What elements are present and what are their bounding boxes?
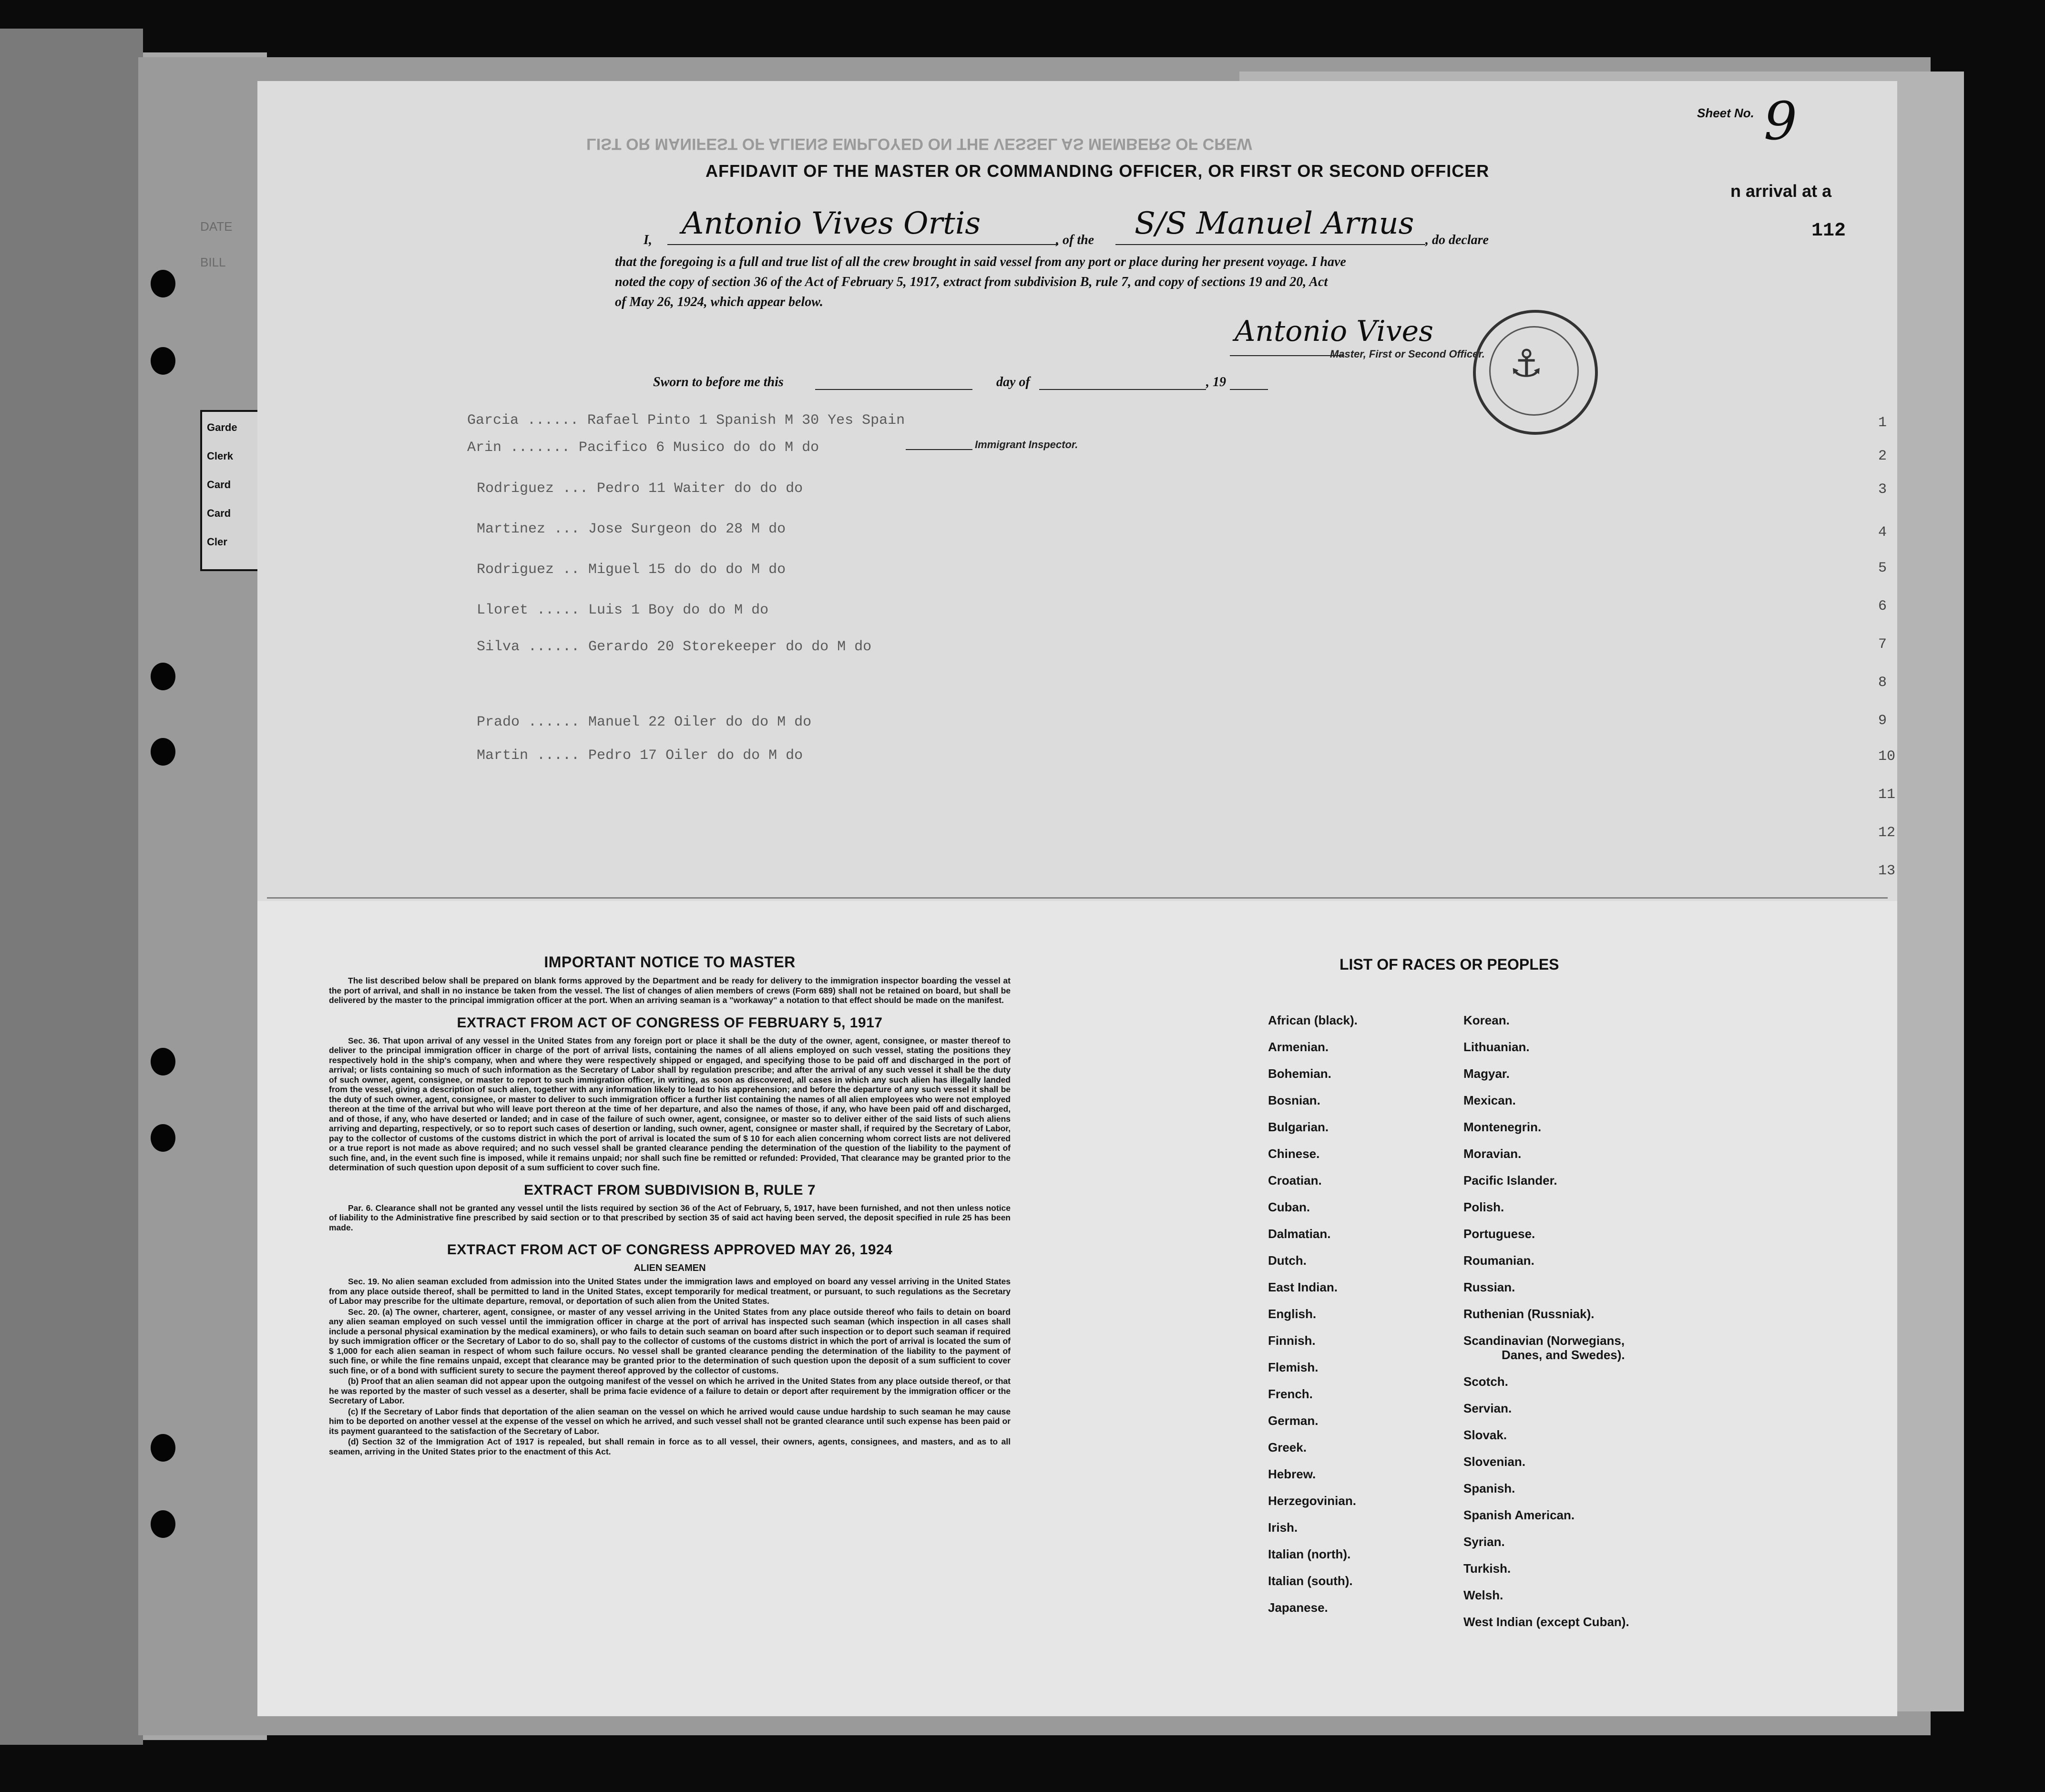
race-item: West Indian (except Cuban).: [1463, 1615, 1629, 1629]
race-item: Moravian.: [1463, 1147, 1522, 1161]
row-number: 4: [1878, 524, 1887, 541]
row-number: 6: [1878, 598, 1887, 614]
race-item: Scandinavian (Norwegians,: [1463, 1333, 1625, 1348]
extract-rule7-text: Par. 6. Clearance shall not be granted any vessel until the lists required by section 36 of the Act of February, 5, 1917, have been furnished, and not then unless notice of liability to the Administrative fine prescribed by said section or to that prescribed by section 35 of said act having been served, the deposit specified in rule 25 has been made.: [329, 1203, 1011, 1232]
race-item: Mexican.: [1463, 1093, 1516, 1107]
binder-hole: [151, 1048, 175, 1075]
affidavit-of-the: , of the: [1056, 233, 1094, 247]
race-item: Bulgarian.: [1268, 1120, 1329, 1134]
sworn-day-line: [815, 389, 972, 390]
sworn-day-of: day of: [996, 375, 1030, 389]
race-item: Pacific Islander.: [1463, 1173, 1557, 1188]
affidavit-line-3: noted the copy of section 36 of the Act of February 5, 1917, extract from subdivision B, rule 7, and copy of sections 19 and 20, Act: [615, 275, 1328, 289]
race-item: Bohemian.: [1268, 1066, 1331, 1081]
extract-1917-heading: EXTRACT FROM ACT OF CONGRESS OF FEBRUARY 5, 1917: [457, 1014, 883, 1031]
tag-line: Garde: [207, 421, 237, 433]
race-item: Roumanian.: [1463, 1253, 1534, 1268]
race-item: Cuban.: [1268, 1200, 1310, 1214]
race-item: Ruthenian (Russniak).: [1463, 1307, 1595, 1321]
sheet-no-value: 9: [1764, 91, 1797, 152]
page-number: 112: [1811, 220, 1846, 242]
race-item: Irish.: [1268, 1520, 1298, 1535]
race-item: Dutch.: [1268, 1253, 1307, 1268]
section-20c-text: (c) If the Secretary of Labor finds that deportation of the alien seaman on the vessel on which he arrived would cause undue hardship to such seaman he may cause him to be deported on another vessel at the expense of the vessel on which he arrived, and such vessel shall not be granted clearance until such expense has been paid or its payment guaranteed to the satisfaction of the Secretary of Labor.: [329, 1406, 1011, 1436]
row-number: 9: [1878, 713, 1887, 729]
race-item: Syrian.: [1463, 1535, 1505, 1549]
sworn-year-line: [1230, 389, 1268, 390]
binder-hole: [151, 1124, 175, 1152]
binder-hole: [151, 738, 175, 766]
race-item: Polish.: [1463, 1200, 1504, 1214]
inspector-caption: Immigrant Inspector.: [975, 439, 1078, 451]
race-item: Turkish.: [1463, 1561, 1511, 1576]
extract-1924-heading: EXTRACT FROM ACT OF CONGRESS APPROVED MAY 26, 1924: [447, 1242, 893, 1258]
signature-caption: Master, First or Second Officer.: [1330, 348, 1485, 360]
notice-heading: IMPORTANT NOTICE TO MASTER: [544, 953, 796, 971]
manifest-row: Silva ...... Gerardo 20 Storekeeper do do M do: [477, 639, 872, 655]
race-item: Italian (north).: [1268, 1547, 1351, 1561]
race-item: Russian.: [1463, 1280, 1515, 1294]
row-number: 5: [1878, 560, 1887, 576]
notice-to-master: [329, 953, 1011, 1457]
race-item: English.: [1268, 1307, 1317, 1321]
race-item: Spanish American.: [1463, 1508, 1575, 1522]
races-title: LIST OF RACES OR PEOPLES: [1339, 956, 1559, 973]
left-bill-label: BILL: [200, 255, 226, 269]
race-item: Greek.: [1268, 1440, 1307, 1454]
manifest-row: Martin ..... Pedro 17 Oiler do do M do: [477, 748, 803, 764]
row-number: 11: [1878, 787, 1896, 803]
race-item: Japanese.: [1268, 1600, 1328, 1615]
manifest-row: Rodriguez .. Miguel 15 do do do M do: [477, 562, 786, 578]
race-item: Hebrew.: [1268, 1467, 1316, 1481]
affidavit-i: I,: [644, 233, 652, 247]
race-item: Herzegovinian.: [1268, 1494, 1356, 1508]
row-number: 10: [1878, 748, 1896, 765]
race-item: Welsh.: [1463, 1588, 1503, 1602]
section-19-text: Sec. 19. No alien seaman excluded from admission into the United States under the immigration laws and employed on board any vessel arriving in the United States from any place outside thereof, shall be permitted to land in the United States, except temporarily for medical treatment, or pursuant, to such regulations as the Secretary of Labor may prescribe for the ultimate departure, removal, or deportation of such alien from the United States.: [329, 1277, 1011, 1306]
race-item: Scotch.: [1463, 1374, 1508, 1389]
race-item: Chinese.: [1268, 1147, 1320, 1161]
section-20b-text: (b) Proof that an alien seaman did not appear upon the outgoing manifest of the vessel on which he arrived in the United States from any place outside thereof, or that he was reported by the master of such vessel as a deserter, shall be prima facie evidence of a failure to detain or deport after requirement by the immigration officer or the Secretary of Labor.: [329, 1376, 1011, 1405]
master-signature: Antonio Vives: [1235, 315, 1433, 348]
binder-hole: [151, 663, 175, 690]
affidavit-line-2: that the foregoing is a full and true list of all the crew brought in said vessel from any port or place during her present voyage. I have: [615, 255, 1346, 269]
affidavit-title: AFFIDAVIT OF THE MASTER OR COMMANDING OFFICER, OR FIRST OR SECOND OFFICER: [706, 161, 1490, 181]
row-number: 13: [1878, 863, 1896, 879]
manifest-divider: [267, 897, 1888, 899]
inspector-line: [906, 449, 972, 450]
tag-line: Card: [207, 479, 231, 491]
race-item: African (black).: [1268, 1013, 1358, 1027]
section-20d-text: (d) Section 32 of the Immigration Act of 1917 is repealed, but shall remain in force as to all vessel, their owners, agents, consignees, and masters, and as to all seamen, arriving in the United States prior to the enactment of this Act.: [329, 1437, 1011, 1456]
race-item: Danes, and Swedes).: [1502, 1348, 1625, 1362]
extract-1917-text: Sec. 36. That upon arrival of any vessel in the United States from any foreign port or place it shall be the duty of the owner, agent, consignee, or master thereof to deliver to the principal immigration officer in charge of the port of arrival lists, containing the names of all aliens employed on such vessel, stating the positions they respectively hold in the ship's company, when and where they were respectively shipped or engaged, and specifying those to be paid off and discharged in the port of arrival; or lists containing so much of such information as the Secretary of Labor shall by regulation prescribe; and after the arrival of any such vessel it shall be the duty of such owner, agent, consignee, or master to report to such immigration officer, in writing, as soon as discovered, all cases in which any such alien has illegally landed from the vessel, giving a description of such alien, together with any information likely to lead to his apprehension; and before the departure of any such vessel it shall be the duty of such owner, agent, consignee, or master to deliver to such immigration officer a further list containing the names of all alien employees who were not employed thereon at the time of the arrival but who will leave port thereon at the time of her departure, and also the names of those, if any, who have been paid off and discharged, and of those, if any, who have deserted or landed; and in case of the failure of such owner, agent, consignee, or master so to deliver either of the said lists of such aliens arriving and departing, respectively, or so to report such cases of desertion or landing, such owner, agent, consignee or master shall, if required by the Secretary of Labor, pay to the collector of customs of the customs district in which the port of arrival is located the sum of $ 10 for each alien concerning whom correct lists are not delivered or a true report is not made as above required; and no such vessel shall be granted clearance pending the determination of the question of the liability to the payment of such fine, and, in the event such fine is imposed, while it remains unpaid; nor shall such fine be remitted or refunded: Provided, That clearance may be granted prior to the determination of such question upon deposit of a sum sufficient to cover such fine.: [329, 1035, 1011, 1172]
race-item: Servian.: [1463, 1401, 1512, 1415]
notice-intro: The list described below shall be prepared on blank forms approved by the Department and be ready for delivery to the immigration inspector boarding the vessel at the port of arrival, and shall in no instance be taken from the vessel. The list of changes of alien members of crews (Form 689) shall not be retained on board, but shall be delivered by the master to the principal immigration officer at the port. When an arriving seaman is a "workaway" a notation to that effect should be made on the manifest.: [329, 976, 1011, 1005]
row-number: 7: [1878, 636, 1887, 653]
backdrop-left-strip: [0, 29, 143, 1745]
race-item: Lithuanian.: [1463, 1040, 1530, 1054]
race-item: German.: [1268, 1413, 1319, 1428]
sheet-no-label: Sheet No.: [1697, 106, 1754, 120]
anchor-icon: ⚓: [1509, 341, 1544, 386]
race-item: Flemish.: [1268, 1360, 1319, 1374]
binder-hole: [151, 347, 175, 375]
sworn-text: Sworn to before me this: [653, 375, 784, 389]
race-item: Montenegrin.: [1463, 1120, 1542, 1134]
row-number: 1: [1878, 415, 1887, 431]
extract-rule7-heading: EXTRACT FROM SUBDIVISION B, RULE 7: [523, 1182, 816, 1198]
race-item: Magyar.: [1463, 1066, 1510, 1081]
race-item: Slovenian.: [1463, 1454, 1526, 1469]
vessel-name-handwritten: S/S Manuel Arnus: [1135, 206, 1414, 241]
filing-tag: [200, 410, 266, 571]
race-item: Armenian.: [1268, 1040, 1329, 1054]
arrival-text: n arrival at a: [1730, 181, 1832, 201]
signature-line: [1230, 355, 1344, 356]
faded-list-title: LIST OR MANIFEST OF ALIENS EMPLOYED ON THE VESSEL AS MEMBERS OF CREW: [586, 135, 1252, 153]
row-number: 8: [1878, 675, 1887, 691]
manifest-row: Garcia ...... Rafael Pinto 1 Spanish M 30 Yes Spain: [467, 412, 905, 429]
row-number: 3: [1878, 481, 1887, 498]
race-item: Italian (south).: [1268, 1574, 1353, 1588]
tag-line: Card: [207, 507, 231, 519]
manifest-row: Lloret ..... Luis 1 Boy do do M do: [477, 602, 769, 618]
race-item: Portuguese.: [1463, 1227, 1535, 1241]
manifest-row: Arin ....... Pacifico 6 Musico do do M do: [467, 440, 819, 456]
section-20a-text: Sec. 20. (a) The owner, charterer, agent, consignee, or master of any vessel arriving in the United States from any place outside thereof who fails to detain on board any alien seaman employed on such vessel until the immigration officer in charge at the port of arrival has inspected such seaman (which inspection in all cases shall include a personal physical examination by the medical examiners), or who fails to detain such seaman on board after such inspection or to deport such seaman if required by such immigration officer or the Secretary of Labor to do so, shall pay to the collector of customs of the customs district in which the port of arrival is located the sum of $ 1,000 for each alien seaman in respect of whom such failure occurs. No vessel shall be granted clearance pending the determination of the liability to the payment of such fine, or while the fine remains unpaid, except that clearance may be granted prior to the determination of such question upon the deposit of a sum sufficient to cover such fine, or of a bond with sufficient surety to secure the payment thereof approved by the collector of customs.: [329, 1307, 1011, 1375]
race-item: Finnish.: [1268, 1333, 1316, 1348]
race-item: Bosnian.: [1268, 1093, 1320, 1107]
sworn-year: , 19: [1206, 375, 1226, 389]
row-number: 12: [1878, 825, 1896, 841]
binder-hole: [151, 1510, 175, 1538]
tag-line: Cler: [207, 536, 227, 548]
sworn-month-line: [1039, 389, 1206, 390]
race-item: Korean.: [1463, 1013, 1510, 1027]
left-date-label: DATE: [200, 219, 233, 234]
manifest-row: Rodriguez ... Pedro 11 Waiter do do do: [477, 481, 803, 497]
binder-hole: [151, 1434, 175, 1462]
affidavit-declare: , do declare: [1425, 233, 1489, 247]
manifest-row: Prado ...... Manuel 22 Oiler do do M do: [477, 714, 812, 730]
race-item: French.: [1268, 1387, 1313, 1401]
master-name-line: [667, 244, 1058, 245]
master-name-handwritten: Antonio Vives Ortis: [682, 206, 981, 241]
race-item: East Indian.: [1268, 1280, 1338, 1294]
tag-line: Clerk: [207, 450, 234, 462]
vessel-name-line: [1115, 244, 1425, 245]
race-item: Slovak.: [1463, 1428, 1507, 1442]
race-item: Croatian.: [1268, 1173, 1322, 1188]
row-number: 2: [1878, 448, 1887, 464]
affidavit-line-4: of May 26, 1924, which appear below.: [615, 295, 823, 309]
race-item: Spanish.: [1463, 1481, 1515, 1495]
official-stamp: [1473, 310, 1598, 435]
binder-hole: [151, 270, 175, 297]
manifest-row: Martinez ... Jose Surgeon do 28 M do: [477, 521, 786, 537]
race-item: Dalmatian.: [1268, 1227, 1331, 1241]
alien-seamen-subheading: ALIEN SEAMEN: [634, 1263, 706, 1273]
